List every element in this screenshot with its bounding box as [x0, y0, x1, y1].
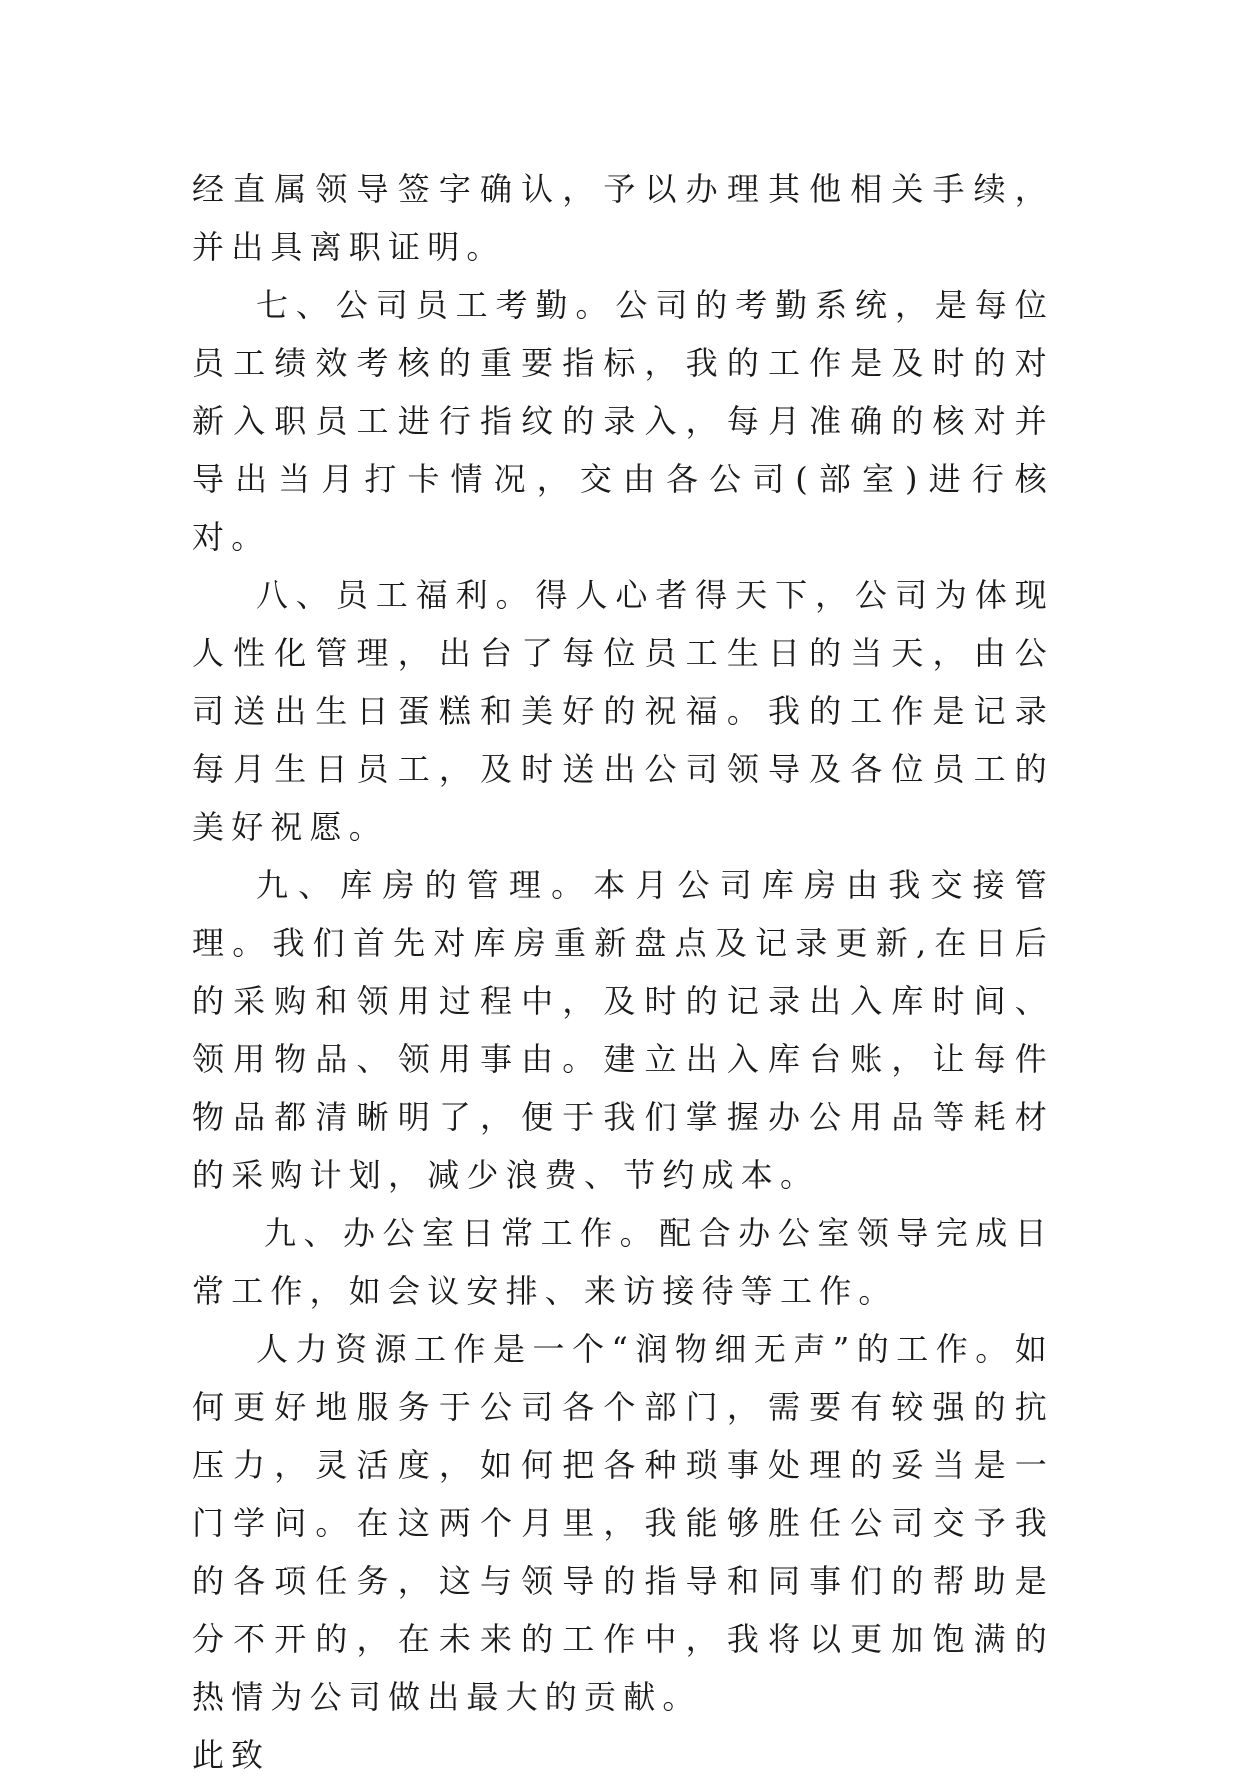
closing-salutation: 此致	[192, 1736, 271, 1774]
paragraph-summary: 人力资源工作是一个“润物细无声”的工作。如何更好地服务于公司各个部门，需要有较强的抗压力，灵活度，如何把各种琐事处理的妥当是一门学问。在这两个月里，我能够胜任公司交予我的各项任务，这与领导的指导和同事们的帮助是分不开的，在未来的工作中，我将以更加饱满的热情为公司做出最大的贡献。	[192, 1330, 1054, 1716]
document-body	[192, 160, 1054, 1784]
paragraph-benefits: 八、员工福利。得人心者得天下，公司为体现人性化管理，出台了每位员工生日的当天，由公司送出生日蛋糕和美好的祝福。我的工作是记录每月生日员工，及时送出公司领导及各位员工的美好祝愿。	[192, 576, 1054, 846]
paragraph-continuation: 经直属领导签字确认，予以办理其他相关手续，并出具离职证明。	[192, 170, 1054, 266]
paragraph-office-work: 九、办公室日常工作。配合办公室领导完成日常工作，如会议安排、来访接待等工作。	[192, 1214, 1054, 1310]
paragraph-storeroom: 九、库房的管理。本月公司库房由我交接管理。我们首先对库房重新盘点及记录更新,在日后的采购和领用过程中，及时的记录出入库时间、领用物品、领用事由。建立出入库台账，让每件物品都清晰明了，便于我们掌握办公用品等耗材的采购计划，减少浪费、节约成本。	[192, 866, 1054, 1194]
paragraph-attendance: 七、公司员工考勤。公司的考勤系统，是每位员工绩效考核的重要指标，我的工作是及时的对新入职员工进行指纹的录入，每月准确的核对并导出当月打卡情况，交由各公司(部室)进行核对。	[192, 286, 1054, 556]
